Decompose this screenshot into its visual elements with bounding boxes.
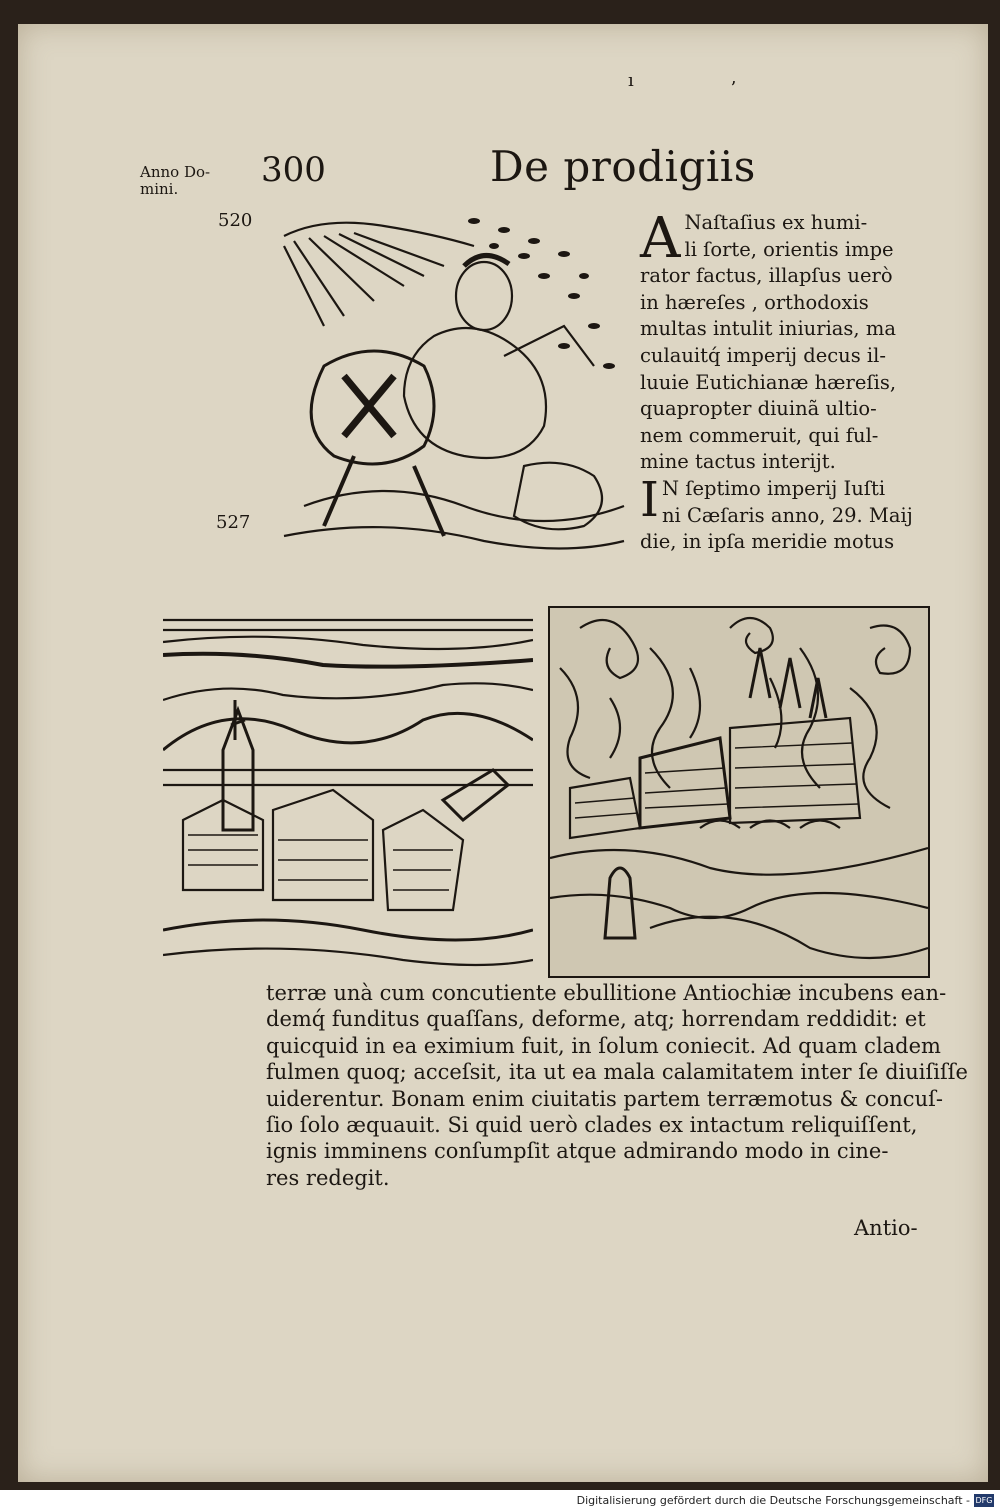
column-line: mine tactus interijt. xyxy=(640,450,836,474)
column-line: li ſorte, orientis impe xyxy=(684,237,894,261)
column-line: culauitq́ imperij decus il- xyxy=(640,343,886,367)
column-line: multas intulit iniurias, ma xyxy=(640,317,896,341)
woodcut-earthquake-town-icon xyxy=(163,610,533,974)
body-line: quicquid in ea eximium fuit, in ſolum coniecit. Ad quam cladem xyxy=(266,1033,941,1058)
footer-bar xyxy=(0,1490,1000,1511)
catchword: Antio- xyxy=(854,1216,918,1240)
column-line: luuie Eutichianæ hæreſis, xyxy=(640,370,897,394)
column-line: in hæreſes , orthodoxis xyxy=(640,290,869,314)
column-line: rator factus, illapſus uerò xyxy=(640,264,893,288)
woodcut-burning-city-icon xyxy=(548,606,930,978)
body-line: uiderentur. Bonam enim ciuitatis partem terræmotus & concuſ- xyxy=(266,1086,943,1111)
text-column xyxy=(640,206,930,556)
margin-note-line: Anno Do- xyxy=(140,163,211,181)
book-page xyxy=(18,24,988,1482)
dfg-logo-icon: DFG xyxy=(975,1496,993,1505)
body-line: res redegit. xyxy=(266,1165,390,1190)
body-line: fulmen quoq; acceſsit, ita ut ea mala calamitatem inter ſe diuiſiſſe xyxy=(266,1060,968,1085)
drop-cap: I xyxy=(640,471,659,528)
column-line: N ſeptimo imperij Iuſti xyxy=(661,476,886,500)
margin-note xyxy=(140,164,250,198)
column-line: die, in ipſa meridie motus xyxy=(640,530,895,554)
column-line: nem commeruit, qui ful- xyxy=(640,423,879,447)
column-line: quapropter diuinã ultio- xyxy=(640,397,877,421)
column-line: Naſtaſius ex humi- xyxy=(684,211,868,234)
year-marker: 520 xyxy=(218,210,253,231)
body-text xyxy=(266,980,968,1191)
year-marker: 527 xyxy=(216,512,251,533)
footer-text: Digitalisierung gefördert durch die Deutsche Forschungsgemeinschaft - xyxy=(576,1494,970,1507)
body-line: terræ unà cum concutiente ebullitione Antiochiæ incubens ean- xyxy=(266,981,947,1005)
body-line: demq́ funditus quaſſans, deforme, atq; horrendam reddidit: et xyxy=(266,1007,926,1032)
body-line: ſio ſolo æquauit. Si quid uerò clades ex intactum reliquiſſent, xyxy=(266,1113,918,1138)
drop-cap: A xyxy=(640,206,681,271)
margin-note-line: mini. xyxy=(140,180,179,198)
running-head: De prodigiis xyxy=(490,142,756,191)
column-line: ni Cæſaris anno, 29. Maij xyxy=(661,503,913,527)
folio-number: 300 xyxy=(261,150,326,190)
ink-mark: ʼ xyxy=(730,78,736,99)
woodcut-lightning-rider-icon xyxy=(264,206,632,571)
ink-mark: ı xyxy=(628,70,634,91)
body-line: ignis imminens conſumpſit atque admirando modo in cine- xyxy=(266,1139,889,1164)
